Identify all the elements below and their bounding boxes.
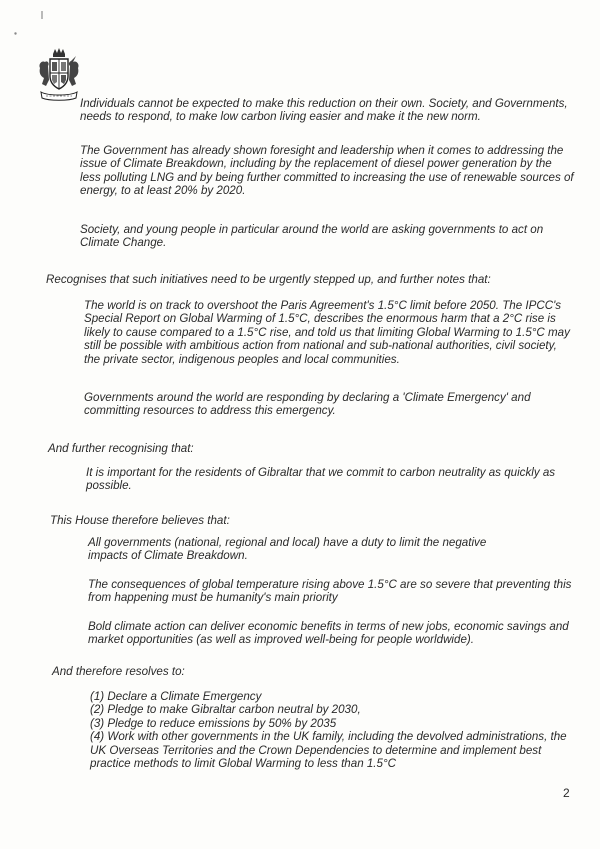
- paragraph-governments-duty: All governments (national, regional and local) have a duty to limit the negative impacts of Climate Breakdown.: [88, 536, 487, 563]
- page-number: 2: [563, 786, 570, 800]
- paragraph-bold-action: Bold climate action can deliver economic benefits in terms of new jobs, economic savings and market opportunities (as well as improved well-being for people worldwide).: [88, 620, 569, 647]
- resolutions-list: [90, 690, 576, 770]
- paragraph-paris-agreement: The world is on track to overshoot the Paris Agreement's 1.5°C limit before 2050. The IPCC's Special Report on Global Warming of 1.5°C, describes the enormous harm that a 2°C rise is likely to cause compared to a 1.5°C rise, and told us that limiting Global Warming to 1.5°C may still be possible with ambitious action from national and sub-national authorities, civil society, the private sector, indigenous peoples and local communities.: [84, 299, 570, 366]
- scan-dot: [14, 22, 17, 25]
- paragraph-consequences: The consequences of global temperature rising above 1.5°C are so severe that preventing this from happening must be humanity's main priority: [88, 578, 572, 605]
- paragraph-climate-emergency: Governments around the world are responding by declaring a 'Climate Emergency' and committing resources to address this emergency.: [84, 391, 531, 418]
- resolution-item: (1) Declare a Climate Emergency: [90, 690, 262, 703]
- paragraph-carbon-neutrality: It is important for the residents of Gibraltar that we commit to carbon neutrality as quickly as possible.: [86, 466, 556, 493]
- resolution-item: (3) Pledge to reduce emissions by 50% by 2035: [90, 716, 337, 730]
- royal-coat-of-arms-icon: [36, 46, 82, 104]
- resolution-item: (2) Pledge to make Gibraltar carbon neutral by 2030,: [90, 703, 361, 717]
- paragraph-individuals: Individuals cannot be expected to make this reduction on their own. Society, and Governments, needs to respond, to make low carbon living easier and make it the new norm.: [80, 97, 568, 124]
- paragraph-government-foresight: The Government has already shown foresight and leadership when it comes to addressing the issue of Climate Breakdown, including by the replacement of diesel power generation by the less polluting LNG and by being further committed to increasing the use of renewable sources of energy, to at least 20% by 2020.: [80, 144, 574, 198]
- resolution-item: (4) Work with other governments in the UK family, including the devolved administrations, the UK Overseas Territories and the Crown Dependencies to determine and implement best practice methods to limit Global Warming to less than 1.5°C: [90, 730, 567, 771]
- heading-house-believes: This House therefore believes that:: [50, 514, 230, 527]
- paragraph-society-young-people: Society, and young people in particular around the world are asking governments to act on Climate Change.: [80, 223, 544, 250]
- heading-further-recognising: And further recognising that:: [48, 442, 194, 455]
- heading-recognises: Recognises that such initiatives need to be urgently stepped up, and further notes that:: [46, 273, 491, 286]
- scan-mark: [40, 6, 44, 14]
- heading-resolves: And therefore resolves to:: [52, 665, 185, 678]
